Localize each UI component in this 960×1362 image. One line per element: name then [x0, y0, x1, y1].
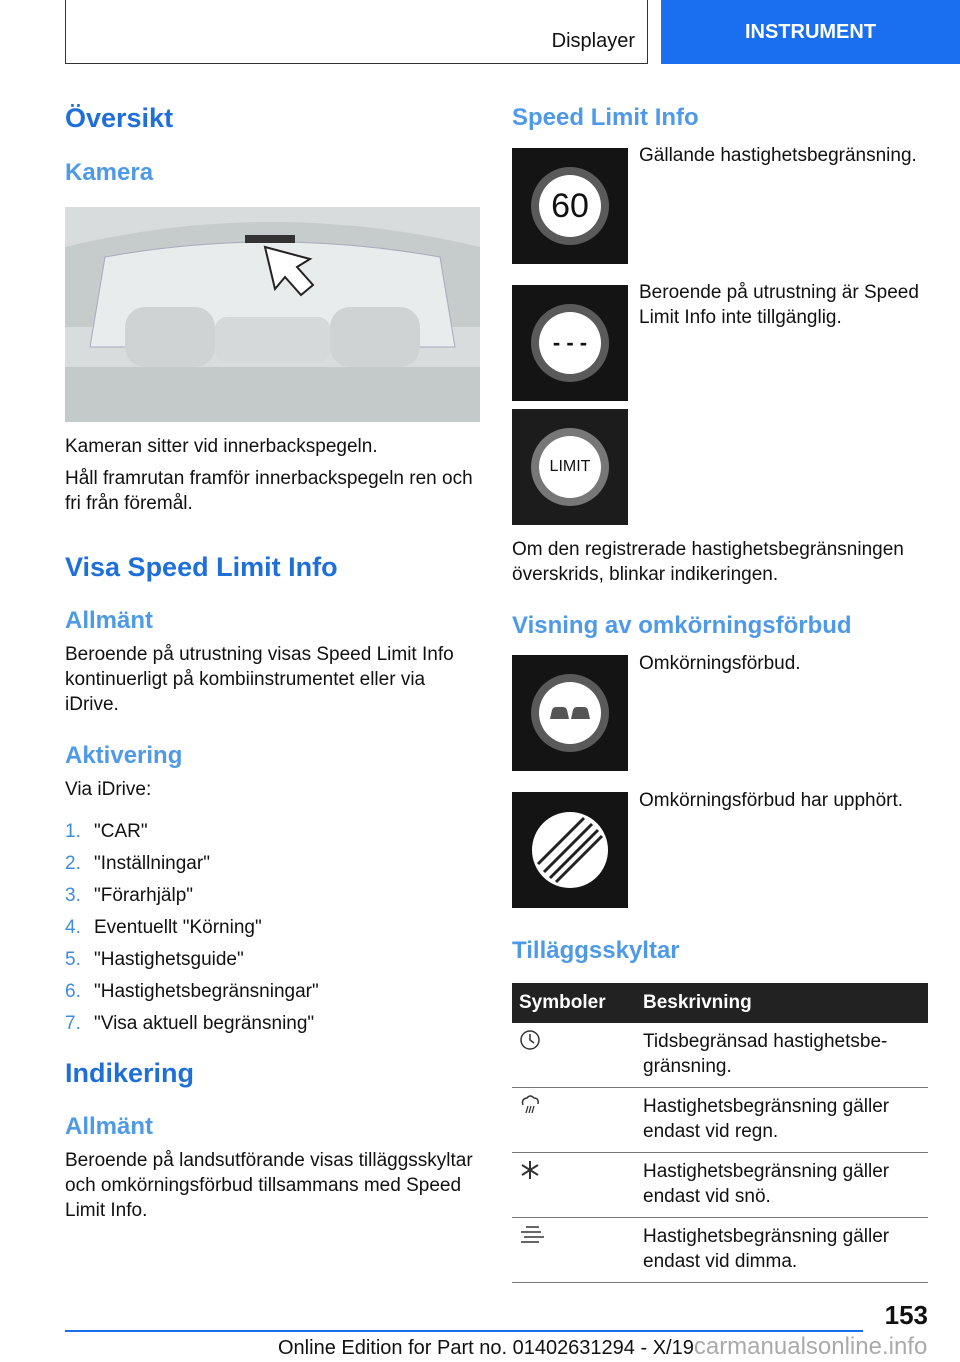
edition-text: Online Edition for Part no. 01402631294 - X/19	[278, 1337, 694, 1359]
heading-speed-limit-info: Speed Limit Info	[512, 104, 699, 131]
heading-omkorningsforbud: Visning av omkörningsförbud	[512, 612, 852, 639]
table-header	[512, 983, 928, 1023]
step-number: 5.	[65, 949, 81, 970]
heading-allmant-2: Allmänt	[65, 1113, 154, 1140]
speed-limit-unavailable-sign	[512, 285, 628, 401]
table-row	[512, 1218, 928, 1283]
clock-icon	[512, 1023, 636, 1088]
step-text: Eventuellt "Körning"	[94, 917, 262, 938]
header-tab-instrument[interactable]: INSTRUMENT	[661, 0, 960, 64]
footer-divider	[65, 1330, 863, 1332]
step-number: 6.	[65, 981, 81, 1002]
step-text: "Hastighetsguide"	[94, 949, 244, 970]
step-number: 4.	[65, 917, 81, 938]
row-description: Hastighetsbegränsning gäller endast vid snö.	[636, 1153, 928, 1218]
heading-visa-speed-limit-info: Visa Speed Limit Info	[65, 552, 338, 582]
activation-steps	[65, 816, 319, 1040]
heading-tillaggsskyltar: Tilläggsskyltar	[512, 937, 680, 964]
col-symboler: Symboler	[512, 983, 636, 1023]
sign-value: 60	[539, 175, 601, 237]
watermark: carmanualsonline.info	[693, 1333, 928, 1360]
step-text: "CAR"	[94, 821, 148, 842]
step-number: 7.	[65, 1013, 81, 1034]
heading-kamera: Kamera	[65, 159, 154, 186]
step-item	[65, 976, 319, 1008]
row-description: Hastighetsbegränsning gäller endast vid dimma.	[636, 1218, 928, 1283]
step-item	[65, 816, 319, 848]
allmant-2-text: Beroende på landsutförande visas tilläggsskyltar och omkörningsförbud tillsammans med Speed Limit Info.	[65, 1150, 473, 1221]
sign-value: - - -	[539, 312, 601, 374]
supplementary-signs-table	[512, 983, 928, 1283]
snow-icon	[512, 1153, 636, 1218]
sign2-text: Beroende på utrustning är Speed Limit Info inte tillgänglig.	[639, 282, 919, 328]
two-cars-icon	[539, 682, 601, 744]
end-restriction-icon	[530, 810, 610, 890]
fog-icon	[512, 1218, 636, 1283]
kamera-text-1: Kameran sitter vid innerbackspegeln.	[65, 436, 378, 457]
no-overtaking-sign	[512, 655, 628, 771]
kamera-text-2: Håll framrutan framför innerbackspegeln ren och fri från föremål.	[65, 468, 473, 514]
camera-image	[65, 207, 480, 422]
step-number: 3.	[65, 885, 81, 906]
blink-text: Om den registrerade hastighetsbegränsningen överskrids, blinkar indikeringen.	[512, 539, 904, 585]
row-description: Hastighetsbegränsning gäller endast vid regn.	[636, 1088, 928, 1153]
end-no-overtaking-sign	[512, 792, 628, 908]
step-text: "Visa aktuell begränsning"	[94, 1013, 315, 1034]
rain-icon	[512, 1088, 636, 1153]
via-idrive-text: Via iDrive:	[65, 779, 152, 800]
row-description: Tidsbegränsad hastighetsbe-gränsning.	[636, 1023, 928, 1088]
omk2-text: Omkörningsförbud har upphört.	[639, 790, 904, 811]
step-number: 2.	[65, 853, 81, 874]
table-row	[512, 1088, 928, 1153]
step-text: "Inställningar"	[94, 853, 210, 874]
step-item	[65, 1008, 319, 1040]
step-text: "Förarhjälp"	[94, 885, 194, 906]
sign1-text: Gällande hastighetsbegränsning.	[639, 145, 917, 166]
step-item	[65, 944, 319, 976]
header-section: Displayer	[551, 30, 635, 52]
col-beskrivning: Beskrivning	[636, 983, 928, 1023]
sign-value: LIMIT	[539, 436, 601, 498]
page-number: 153	[884, 1300, 928, 1330]
heading-aktivering: Aktivering	[65, 742, 183, 769]
table-row	[512, 1023, 928, 1088]
step-item	[65, 880, 319, 912]
step-number: 1.	[65, 821, 81, 842]
footer-edition	[278, 1333, 927, 1361]
limit-sign	[512, 409, 628, 525]
heading-oversikt: Översikt	[65, 103, 174, 133]
step-text: "Hastighetsbegränsningar"	[94, 981, 319, 1002]
speed-limit-60-sign	[512, 148, 628, 264]
heading-allmant: Allmänt	[65, 607, 154, 634]
table-row	[512, 1153, 928, 1218]
step-item	[65, 848, 319, 880]
heading-indikering: Indikering	[65, 1058, 195, 1088]
omk1-text: Omkörningsförbud.	[639, 653, 801, 674]
step-item	[65, 912, 319, 944]
allmant-text: Beroende på utrustning visas Speed Limit Info kontinuerligt på kombiinstrumentet eller via iDrive.	[65, 644, 454, 715]
